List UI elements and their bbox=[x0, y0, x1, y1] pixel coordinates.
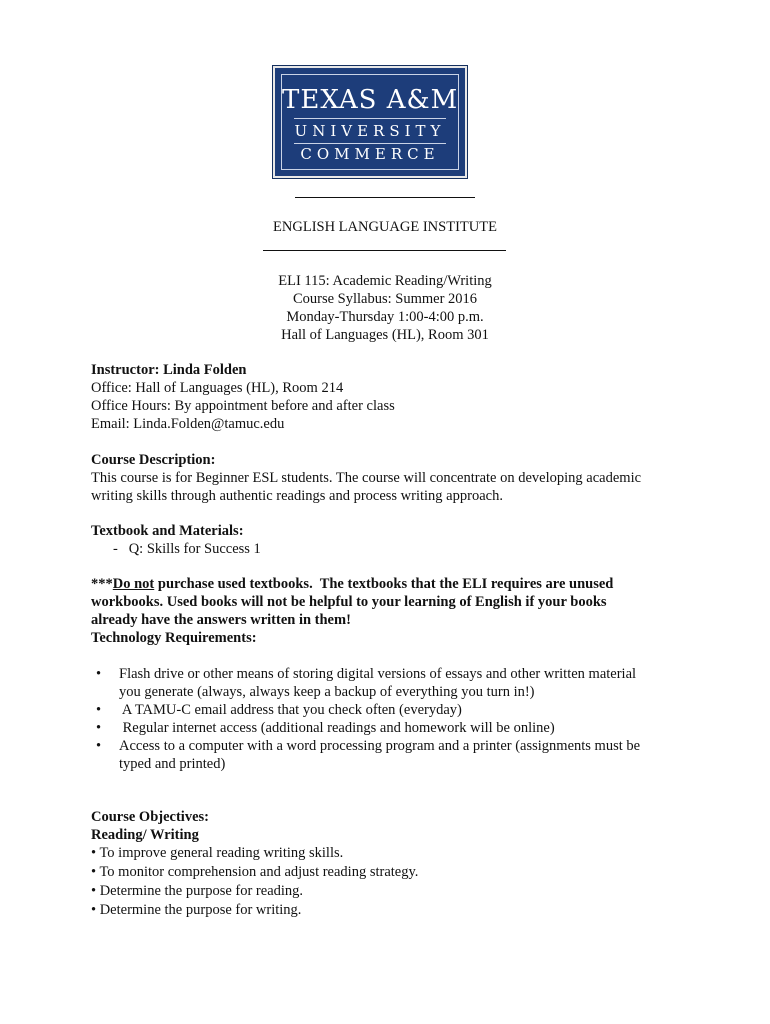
tech-item-4-line-1: Access to a computer with a word processing program and a printer (assignments must be bbox=[119, 738, 641, 754]
warning-underlined: Do not bbox=[112, 576, 155, 592]
logo-frame bbox=[281, 74, 459, 170]
instructor-heading: Instructor: Linda Folden bbox=[91, 362, 247, 378]
header-rule-top bbox=[295, 197, 475, 198]
warning-prefix: *** bbox=[91, 576, 113, 592]
tech-item-1-line-1: Flash drive or other means of storing digital versions of essays and other written material bbox=[119, 666, 637, 682]
course-term: Course Syllabus: Summer 2016 bbox=[292, 291, 478, 307]
course-title: ELI 115: Academic Reading/Writing bbox=[278, 273, 492, 289]
logo-commerce: COMMERCE bbox=[300, 145, 440, 163]
objectives-subheading: Reading/ Writing bbox=[91, 827, 199, 843]
instructor-hours: Office Hours: By appointment before and after class bbox=[91, 398, 395, 414]
warning-line-2: workbooks. Used books will not be helpful to your learning of English if your books bbox=[91, 594, 607, 610]
tech-bullet-1: • bbox=[96, 666, 102, 682]
tech-item-3: Regular internet access (additional readings and homework will be online) bbox=[119, 720, 555, 736]
warning-line-3: already have the answers written in them! bbox=[91, 612, 351, 628]
description-line-2: writing skills through authentic readings and process writing approach. bbox=[91, 488, 503, 504]
header-rule-bottom bbox=[263, 250, 506, 251]
description-heading: Course Description: bbox=[91, 452, 216, 468]
objectives-heading: Course Objectives: bbox=[91, 809, 209, 825]
objective-item-4: • Determine the purpose for writing. bbox=[91, 902, 302, 918]
instructor-email: Email: Linda.Folden@tamuc.edu bbox=[91, 416, 285, 432]
instructor-office: Office: Hall of Languages (HL), Room 214 bbox=[91, 380, 344, 396]
technology-heading: Technology Requirements: bbox=[91, 630, 257, 646]
logo-title: TEXAS A&M bbox=[282, 85, 459, 115]
university-logo bbox=[273, 66, 467, 178]
course-location: Hall of Languages (HL), Room 301 bbox=[281, 327, 489, 343]
textbook-heading: Textbook and Materials: bbox=[91, 523, 244, 539]
course-schedule: Monday-Thursday 1:00-4:00 p.m. bbox=[286, 309, 484, 325]
objective-item-3: • Determine the purpose for reading. bbox=[91, 883, 304, 899]
logo-rule-top bbox=[294, 118, 446, 119]
logo-university: UNIVERSITY bbox=[294, 122, 446, 140]
tech-bullet-2: • bbox=[96, 702, 102, 718]
tech-bullet-4: • bbox=[96, 738, 102, 754]
logo-rule-middle bbox=[294, 143, 446, 144]
warning-line-1-rest: purchase used textbooks. The textbooks that the ELI requires are unused bbox=[154, 576, 614, 592]
tech-item-4-line-2: typed and printed) bbox=[119, 756, 226, 772]
description-line-1: This course is for Beginner ESL students. The course will concentrate on developing academic bbox=[91, 470, 642, 486]
tech-bullet-3: • bbox=[96, 720, 102, 736]
textbook-item: - Q: Skills for Success 1 bbox=[113, 541, 261, 557]
warning-line-1 bbox=[91, 576, 613, 593]
tech-item-1-line-2: you generate (always, always keep a backup of everything you turn in!) bbox=[119, 684, 535, 700]
objective-item-1: • To improve general reading writing skills. bbox=[91, 845, 344, 861]
institute-title: ENGLISH LANGUAGE INSTITUTE bbox=[273, 219, 497, 235]
objective-item-2: • To monitor comprehension and adjust reading strategy. bbox=[91, 864, 419, 880]
tech-item-2: A TAMU-C email address that you check often (everyday) bbox=[119, 702, 462, 718]
